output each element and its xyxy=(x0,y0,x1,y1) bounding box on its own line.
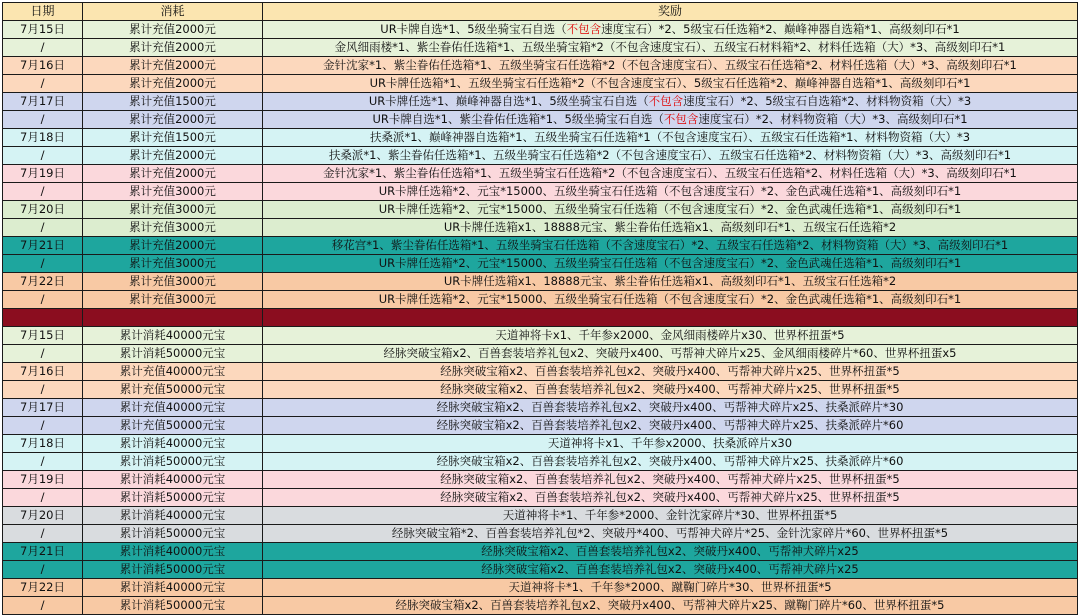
table-row xyxy=(3,363,1078,381)
date-cell: / xyxy=(3,219,83,237)
cost-cell: 累计充值50000元宝 xyxy=(83,381,263,399)
reward-text: 经脉突破宝箱x2、百兽套装培养礼包x2、突破丹x400、丐帮神犬碎片x25 xyxy=(481,562,859,576)
reward-cell xyxy=(263,75,1078,93)
cost-cell: 累计消耗50000元宝 xyxy=(83,453,263,471)
cost-cell: 累计充值40000元宝 xyxy=(83,363,263,381)
cost-cell: 累计充值2000元 xyxy=(83,57,263,75)
table-row xyxy=(3,543,1078,561)
date-cell: / xyxy=(3,561,83,579)
reward-cell xyxy=(263,579,1078,597)
reward-cell xyxy=(263,471,1078,489)
reward-text: 金针沈家*1、紫尘眷佑任选箱*1、五级坐骑宝石任选箱*2（不包含速度宝石）、五级宝石任选箱*2、材料任选箱（大）*3、高级刻印石*1 xyxy=(323,58,1017,72)
reward-cell xyxy=(263,489,1078,507)
date-cell: / xyxy=(3,345,83,363)
reward-cell xyxy=(263,399,1078,417)
reward-cell xyxy=(263,201,1078,219)
date-cell: 7月17日 xyxy=(3,93,83,111)
reward-text: 天道神将卡*1、千年参*2000、金针沈家碎片*30、世界杯扭蛋*5 xyxy=(502,508,838,522)
reward-text: 天道神将卡*1、千年参*2000、蹴鞠门碎片*30、世界杯扭蛋*5 xyxy=(508,580,832,594)
reward-text: 天道神将卡x1、千年参x2000、扶桑派碎片x30 xyxy=(547,436,793,450)
date-cell: / xyxy=(3,453,83,471)
reward-text: 经脉突破宝箱x2、百兽套装培养礼包x2、突破丹x400、丐帮神犬碎片x25 xyxy=(481,544,859,558)
cost-cell: 累计充值3000元 xyxy=(83,201,263,219)
reward-cell xyxy=(263,255,1078,273)
date-cell: / xyxy=(3,597,83,615)
reward-cell xyxy=(263,165,1078,183)
cost-cell: 累计充值2000元 xyxy=(83,165,263,183)
table-row xyxy=(3,219,1078,237)
header-cost: 消耗 xyxy=(83,3,263,21)
reward-cell xyxy=(263,111,1078,129)
reward-text: 经脉突破宝箱x2、百兽套装培养礼包x2、突破丹x400、丐帮神犬碎片x25、世界杯扭蛋*5 xyxy=(440,490,900,504)
table-row xyxy=(3,273,1078,291)
reward-cell xyxy=(263,525,1078,543)
reward-text: UR卡牌任选箱*2、元宝*15000、五级坐骑宝石任选箱（不包含速度宝石）*2、金色武魂任选箱*1、高级刻印石*1 xyxy=(378,184,962,198)
table-row xyxy=(3,291,1078,309)
reward-text: 速度宝石）*2、5级宝石自选箱*2、材料物资箱（大）*3 xyxy=(683,94,972,108)
cost-cell: 累计消耗50000元宝 xyxy=(83,561,263,579)
reward-text: 扶桑派*1、巅峰神器自选箱*1、五级坐骑宝石任选箱*1（不包含速度宝石）、五级宝石任选箱*1、材料物资箱（大）*3 xyxy=(369,130,971,144)
highlight-text: 不包含 xyxy=(648,94,684,108)
reward-cell xyxy=(263,39,1078,57)
reward-cell xyxy=(263,435,1078,453)
reward-cell xyxy=(263,345,1078,363)
reward-text: 扶桑派*1、紫尘眷佑任选箱*1、五级坐骑宝石任选箱*2（不包含速度宝石）、五级宝石任选箱*2、材料物资箱（大）*3、高级刻印石*1 xyxy=(328,148,1012,162)
reward-text: 经脉突破宝箱x2、百兽套装培养礼包x2、突破丹x400、丐帮神犬碎片x25、蹴鞠门碎片*60、世界杯扭蛋*5 xyxy=(395,598,945,612)
reward-cell xyxy=(263,291,1078,309)
cost-cell: 累计充值1500元 xyxy=(83,129,263,147)
cost-cell: 累计充值3000元 xyxy=(83,291,263,309)
reward-text: UR卡牌任选箱x1、18888元宝、紫尘眷佑任选箱x1、高级刻印石*1、五级宝石任选箱*2 xyxy=(443,220,897,234)
cost-cell: 累计充值40000元宝 xyxy=(83,399,263,417)
reward-cell xyxy=(263,561,1078,579)
reward-text: UR卡牌任选箱*1、五级坐骑宝石任选箱*2（不包含速度宝石）、5级宝石任选箱*2、巅峰神器自选箱*1、高级刻印石*1 xyxy=(369,76,971,90)
reward-cell xyxy=(263,453,1078,471)
date-cell: / xyxy=(3,291,83,309)
recharge-section xyxy=(3,21,1078,309)
cost-cell: 累计充值1500元 xyxy=(83,93,263,111)
cost-cell: 累计充值2000元 xyxy=(83,39,263,57)
table-row xyxy=(3,57,1078,75)
date-cell: / xyxy=(3,39,83,57)
date-cell: / xyxy=(3,489,83,507)
reward-cell xyxy=(263,363,1078,381)
reward-text: 速度宝石）*2、材料物资箱（大）*3、高级刻印石*1 xyxy=(698,112,968,126)
reward-table xyxy=(2,2,1078,615)
reward-cell xyxy=(263,147,1078,165)
reward-cell xyxy=(263,507,1078,525)
reward-text: UR卡牌自选*1、5级坐骑宝石自选（ xyxy=(380,22,567,36)
cost-cell: 累计消耗50000元宝 xyxy=(83,597,263,615)
table-row xyxy=(3,579,1078,597)
separator-row xyxy=(3,309,1078,327)
table-row xyxy=(3,129,1078,147)
date-cell: 7月20日 xyxy=(3,507,83,525)
highlight-text: 不包含 xyxy=(663,112,699,126)
cost-cell: 累计充值2000元 xyxy=(83,21,263,39)
table-row xyxy=(3,327,1078,345)
reward-cell xyxy=(263,417,1078,435)
reward-text: 经脉突破宝箱x2、百兽套装培养礼包x2、突破丹x400、丐帮神犬碎片x25、金风细雨楼碎片*60、世界杯扭蛋x5 xyxy=(383,346,957,360)
date-cell: 7月22日 xyxy=(3,579,83,597)
reward-text: UR卡牌任选箱x1、18888元宝、紫尘眷佑任选箱x1、高级刻印石*1、五级宝石任选箱*2 xyxy=(443,274,897,288)
table-row xyxy=(3,417,1078,435)
highlight-text: 不包含 xyxy=(566,22,602,36)
reward-text: 经脉突破宝箱x2、百兽套装培养礼包x2、突破丹x400、丐帮神犬碎片x25、扶桑派碎片*30 xyxy=(436,400,904,414)
date-cell: 7月22日 xyxy=(3,273,83,291)
reward-text: 金风细雨楼*1、紫尘眷佑任选箱*1、五级坐骑宝箱*2（不包含速度宝石）、五级宝石材料箱*2、材料任选箱（大）*3、高级刻印石*1 xyxy=(334,40,1006,54)
date-cell: 7月21日 xyxy=(3,237,83,255)
reward-cell xyxy=(263,273,1078,291)
table-row xyxy=(3,381,1078,399)
date-cell: / xyxy=(3,525,83,543)
cost-cell: 累计消耗40000元宝 xyxy=(83,327,263,345)
reward-cell xyxy=(263,129,1078,147)
reward-text: 移花宫*1、紫尘眷佑任选箱*1、五级坐骑宝石任选箱（不含速度宝石）*2、五级宝石任选箱*2、材料物资箱（大）*3、高级刻印石*1 xyxy=(331,238,1009,252)
table-row xyxy=(3,111,1078,129)
reward-cell xyxy=(263,237,1078,255)
reward-text: UR卡牌任选*1、巅峰神器自选*1、5级坐骑宝石自选（ xyxy=(368,94,649,108)
date-cell: 7月20日 xyxy=(3,201,83,219)
date-cell: / xyxy=(3,381,83,399)
cost-cell: 累计消耗40000元宝 xyxy=(83,579,263,597)
reward-text: UR卡牌任选箱*2、元宝*15000、五级坐骑宝石任选箱（不包含速度宝石）*2、金色武魂任选箱*1、高级刻印石*1 xyxy=(378,256,962,270)
reward-text: 经脉突破宝箱x2、百兽套装培养礼包x2、突破丹x400、丐帮神犬碎片x25、扶桑派碎片*60 xyxy=(436,418,904,432)
table-row xyxy=(3,183,1078,201)
table-row xyxy=(3,93,1078,111)
date-cell: 7月16日 xyxy=(3,363,83,381)
reward-cell xyxy=(263,57,1078,75)
section-separator xyxy=(3,309,1078,327)
cost-cell: 累计充值3000元 xyxy=(83,219,263,237)
reward-cell xyxy=(263,219,1078,237)
table-row xyxy=(3,201,1078,219)
table-row xyxy=(3,507,1078,525)
date-cell: / xyxy=(3,75,83,93)
table-row xyxy=(3,39,1078,57)
cost-cell: 累计充值2000元 xyxy=(83,75,263,93)
reward-text: 经脉突破宝箱*2、百兽套装培养礼包*2、突破丹*400、丐帮神犬碎片*25、金针沈家碎片*60、世界杯扭蛋*5 xyxy=(391,526,949,540)
reward-cell xyxy=(263,183,1078,201)
date-cell: / xyxy=(3,255,83,273)
reward-text: 经脉突破宝箱x2、百兽套装培养礼包x2、突破丹x400、丐帮神犬碎片x25、扶桑派碎片*60 xyxy=(436,454,904,468)
date-cell: 7月17日 xyxy=(3,399,83,417)
date-cell: / xyxy=(3,183,83,201)
table-row xyxy=(3,255,1078,273)
table-row xyxy=(3,21,1078,39)
date-cell: 7月16日 xyxy=(3,57,83,75)
table-row xyxy=(3,525,1078,543)
table-row xyxy=(3,399,1078,417)
reward-text: 速度宝石）*2、5级宝石任选箱*2、巅峰神器自选箱*1、高级刻印石*1 xyxy=(601,22,960,36)
header-reward: 奖励 xyxy=(263,3,1078,21)
cost-cell: 累计充值3000元 xyxy=(83,255,263,273)
cost-cell: 累计充值2000元 xyxy=(83,237,263,255)
cost-cell: 累计充值2000元 xyxy=(83,111,263,129)
date-cell: 7月21日 xyxy=(3,543,83,561)
date-cell: 7月18日 xyxy=(3,129,83,147)
reward-text: 经脉突破宝箱x2、百兽套装培养礼包x2、突破丹x400、丐帮神犬碎片x25、世界杯扭蛋*5 xyxy=(440,364,900,378)
table-row xyxy=(3,471,1078,489)
cost-cell: 累计消耗50000元宝 xyxy=(83,489,263,507)
cost-cell: 累计充值50000元宝 xyxy=(83,417,263,435)
cost-cell: 累计消耗40000元宝 xyxy=(83,435,263,453)
table-row xyxy=(3,561,1078,579)
date-cell: 7月19日 xyxy=(3,165,83,183)
header-date: 日期 xyxy=(3,3,83,21)
table-row xyxy=(3,489,1078,507)
date-cell: / xyxy=(3,147,83,165)
table-row xyxy=(3,165,1078,183)
date-cell: / xyxy=(3,417,83,435)
cost-cell: 累计消耗40000元宝 xyxy=(83,507,263,525)
reward-text: 天道神将卡x1、千年参x2000、金风细雨楼碎片x30、世界杯扭蛋*5 xyxy=(495,328,845,342)
reward-text: UR卡牌任选箱*2、元宝*15000、五级坐骑宝石任选箱（不包含速度宝石）*2、金色武魂任选箱*1、高级刻印石*1 xyxy=(378,202,962,216)
cost-cell: 累计充值3000元 xyxy=(83,183,263,201)
reward-text: 经脉突破宝箱x2、百兽套装培养礼包x2、突破丹x400、丐帮神犬碎片x25、世界杯扭蛋*5 xyxy=(440,472,900,486)
header-row xyxy=(3,3,1078,21)
reward-cell xyxy=(263,327,1078,345)
cost-cell: 累计充值3000元 xyxy=(83,273,263,291)
date-cell: 7月19日 xyxy=(3,471,83,489)
consumption-section xyxy=(3,327,1078,615)
table-row xyxy=(3,345,1078,363)
table-row xyxy=(3,453,1078,471)
reward-text: 金针沈家*1、紫尘眷佑任选箱*1、五级坐骑宝石任选箱*2（不包含速度宝石）、五级宝石任选箱*2、材料任选箱（大）*3、高级刻印石*1 xyxy=(323,166,1017,180)
cost-cell: 累计消耗40000元宝 xyxy=(83,543,263,561)
cost-cell: 累计消耗50000元宝 xyxy=(83,525,263,543)
reward-cell xyxy=(263,543,1078,561)
cost-cell: 累计充值2000元 xyxy=(83,147,263,165)
reward-text: UR卡牌自选*1、紫尘眷佑任选箱*1、5级坐骑宝石自选（ xyxy=(372,112,664,126)
reward-cell xyxy=(263,21,1078,39)
date-cell: 7月15日 xyxy=(3,327,83,345)
date-cell: 7月15日 xyxy=(3,21,83,39)
date-cell: / xyxy=(3,111,83,129)
date-cell: 7月18日 xyxy=(3,435,83,453)
table-row xyxy=(3,435,1078,453)
reward-cell xyxy=(263,93,1078,111)
reward-text: UR卡牌任选箱*2、元宝*15000、五级坐骑宝石任选箱（不包含速度宝石）*2、金色武魂任选箱*1、高级刻印石*1 xyxy=(378,292,962,306)
reward-text: 经脉突破宝箱x2、百兽套装培养礼包x2、突破丹x400、丐帮神犬碎片x25、世界杯扭蛋*5 xyxy=(440,382,900,396)
cost-cell: 累计消耗40000元宝 xyxy=(83,471,263,489)
reward-cell xyxy=(263,381,1078,399)
cost-cell: 累计消耗50000元宝 xyxy=(83,345,263,363)
table-row xyxy=(3,237,1078,255)
table-row xyxy=(3,147,1078,165)
table-row xyxy=(3,75,1078,93)
